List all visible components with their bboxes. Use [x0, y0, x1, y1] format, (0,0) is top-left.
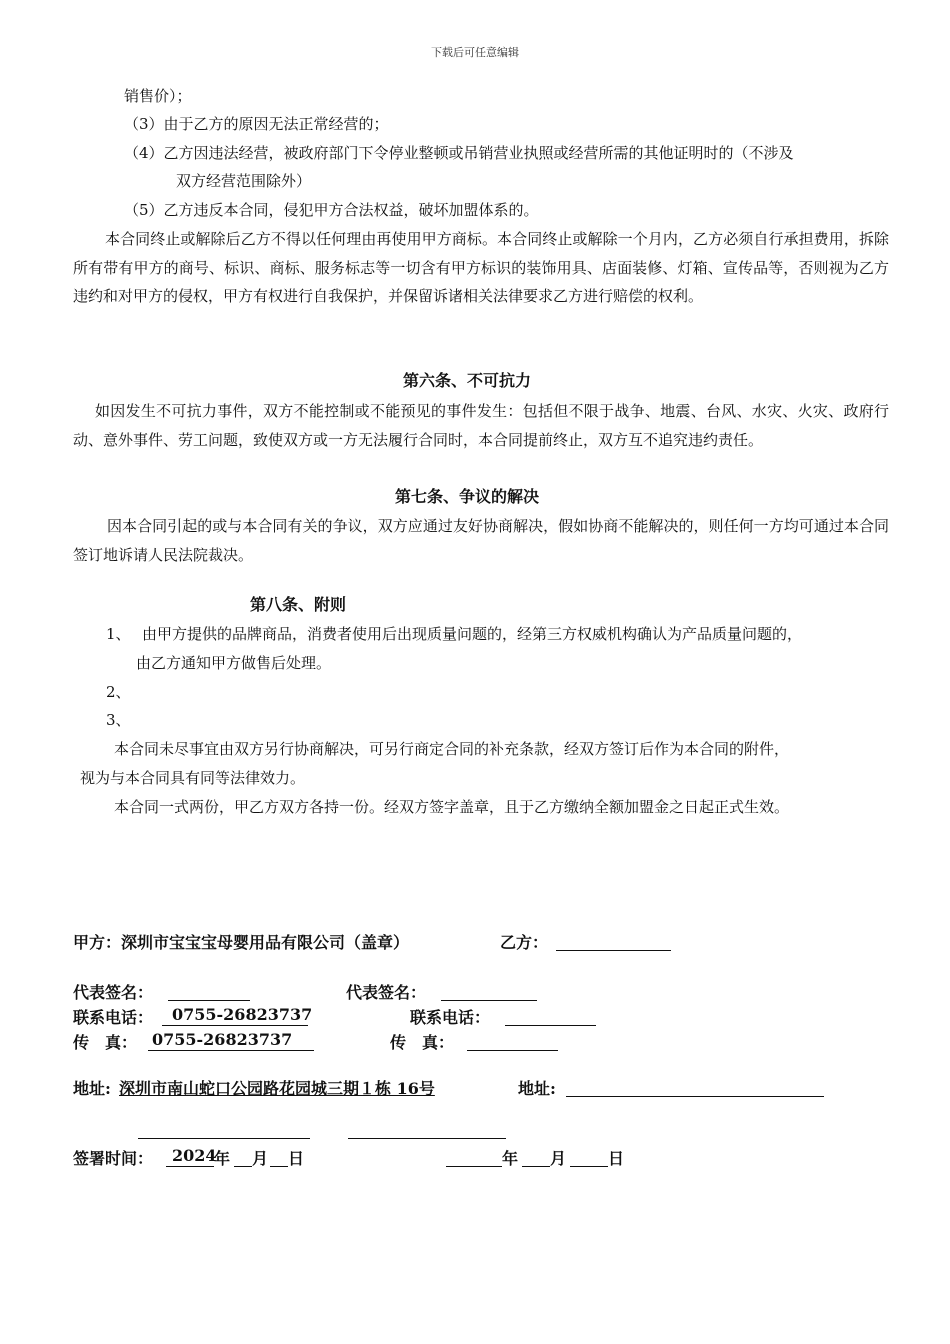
clause7-title: 第七条、争议的解决	[394, 487, 539, 506]
clause8-title: 第八条、附则	[250, 595, 347, 614]
copies-paragraph: 本合同一式两份，甲乙方双方各持一份。经双方签字盖章，且于乙方缴纳全额加盟金之日起正式生效。	[114, 798, 790, 816]
party-a-seal-line[interactable]	[138, 1138, 310, 1139]
party-b-year-label: 年	[502, 1149, 519, 1168]
party-a-name: 甲方：深圳市宝宝宝母婴用品有限公司（盖章）	[73, 933, 410, 952]
supplement-paragraph-line2: 视为与本合同具有同等法律效力。	[80, 769, 306, 787]
party-a-address-label: 地址:	[73, 1079, 111, 1098]
clause8-item1-line1: 由甲方提供的品牌商品，消费者使用后出现质量问题的，经第三方权威机构确认为产品质量问题的，	[142, 625, 803, 643]
party-a-address-value: 深圳市南山蛇口公园路花园城三期１栋 16号	[119, 1079, 435, 1098]
party-a-rep-blank[interactable]	[168, 1000, 250, 1001]
party-b-rep-blank[interactable]	[441, 1000, 537, 1001]
clause8-item3-number: 3、	[106, 711, 131, 729]
clause5-item4-line1: （4）乙方因违法经营，被政府部门下令停业整顿或吊销营业执照或经营所需的其他证明时的（不涉及	[124, 144, 794, 162]
party-b-label: 乙方：	[500, 933, 549, 952]
party-a-year-underline	[166, 1166, 214, 1167]
party-a-month-blank[interactable]	[234, 1166, 252, 1167]
party-b-fax-label: 传 真：	[390, 1033, 455, 1052]
party-b-day-label: 日	[608, 1149, 625, 1168]
party-a-fax-underline	[148, 1050, 314, 1051]
party-a-year-label: 年	[214, 1149, 231, 1168]
party-a-phone-value: 0755-26823737	[172, 1005, 313, 1024]
party-b-year-blank[interactable]	[446, 1166, 502, 1167]
clause7-body: 因本合同引起的或与本合同有关的争议，双方应通过友好协商解决，假如协商不能解决的，则任何一方均可通过本合同签订地诉请人民法院裁决。	[73, 517, 889, 564]
party-a-day-label: 日	[288, 1149, 305, 1168]
party-b-phone-label: 联系电话：	[410, 1008, 491, 1027]
sign-date-label: 签署时间：	[73, 1149, 154, 1168]
party-b-rep-label: 代表签名：	[346, 983, 427, 1002]
price-line: 销售价）；	[124, 87, 192, 105]
party-b-phone-blank[interactable]	[505, 1025, 596, 1026]
party-a-fax-label: 传 真：	[73, 1033, 138, 1052]
party-b-fax-blank[interactable]	[467, 1050, 558, 1051]
clause5-item3: （3）由于乙方的原因无法正常经营的；	[124, 115, 389, 133]
page-header-note: 下载后可任意编辑	[431, 46, 519, 59]
party-a-phone-label: 联系电话：	[73, 1008, 154, 1027]
clause5-item4-line2: 双方经营范围除外）	[176, 172, 312, 190]
party-b-day-blank[interactable]	[570, 1166, 608, 1167]
clause6-body: 如因发生不可抗力事件，双方不能控制或不能预见的事件发生：包括但不限于战争、地震、台风、水灾、火灾、政府行动、意外事件、劳工问题，致使双方或一方无法履行合同时，本合同提前终止，双方互不追究违约责任。	[73, 402, 889, 449]
party-b-blank[interactable]	[556, 950, 671, 951]
party-a-date-year: 2024	[172, 1146, 217, 1165]
supplement-paragraph-line1: 本合同未尽事宜由双方另行协商解决，可另行商定合同的补充条款，经双方签订后作为本合同的附件，	[114, 740, 790, 758]
party-b-seal-line[interactable]	[348, 1138, 506, 1139]
clause8-item1-line2: 由乙方通知甲方做售后处理。	[136, 654, 332, 672]
party-a-fax-value: 0755-26823737	[152, 1030, 293, 1049]
termination-paragraph: 本合同终止或解除后乙方不得以任何理由再使用甲方商标。本合同终止或解除一个月内，乙方必须自行承担费用，拆除所有带有甲方的商号、标识、商标、服务标志等一切含有甲方标识的装饰用具、店面装修、灯箱、宣传品等，否则视为乙方违约和对甲方的侵权，甲方有权进行自我保护，并保留诉诸相关法律要求乙方进行赔偿的权利。	[73, 230, 889, 305]
party-b-month-label: 月	[550, 1149, 567, 1168]
clause8-item1-number: 1、	[106, 625, 131, 643]
clause8-item2-number: 2、	[106, 683, 131, 701]
party-b-address-blank[interactable]	[566, 1096, 824, 1097]
clause6-title: 第六条、不可抗力	[402, 371, 531, 390]
party-a-month-label: 月	[252, 1149, 269, 1168]
party-b-month-blank[interactable]	[522, 1166, 550, 1167]
party-a-rep-label: 代表签名：	[73, 983, 154, 1002]
clause5-item5: （5）乙方违反本合同，侵犯甲方合法权益，破坏加盟体系的。	[124, 201, 539, 219]
party-b-address-label: 地址:	[518, 1079, 556, 1098]
party-a-day-blank[interactable]	[270, 1166, 288, 1167]
party-a-phone-underline	[162, 1025, 308, 1026]
